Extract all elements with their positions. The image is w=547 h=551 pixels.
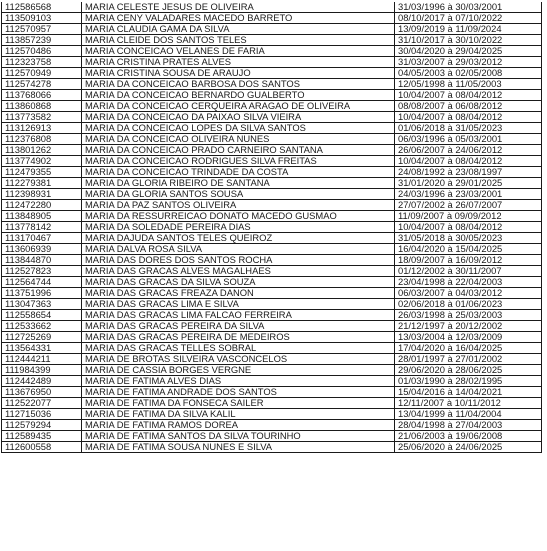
record-name-cell: MARIA DA CONCEICAO TRINDADE DA COSTA <box>82 167 395 178</box>
record-name-cell: MARIA DE FATIMA ALVES DIAS <box>82 376 395 387</box>
record-period-cell: 31/05/2018 à 30/05/2023 <box>395 233 542 244</box>
record-name-cell: MARIA DA RESSURREICAO DONATO MACEDO GUSMAO <box>82 211 395 222</box>
record-period-cell: 26/06/2007 à 24/06/2012 <box>395 145 542 156</box>
record-name-cell: MARIA DE FATIMA RAMOS DOREA <box>82 420 395 431</box>
record-id-cell: 113774902 <box>2 156 82 167</box>
table-row <box>2 299 542 310</box>
record-id-cell: 113860868 <box>2 101 82 112</box>
record-name-cell: MARIA DA CONCEICAO BERNARDO GUALBERTO <box>82 90 395 101</box>
record-id-cell: 113606939 <box>2 244 82 255</box>
record-period-cell: 06/03/1996 à 05/03/2001 <box>395 134 542 145</box>
record-id-cell: 112444211 <box>2 354 82 365</box>
table-row <box>2 343 542 354</box>
table-row <box>2 2 542 13</box>
record-name-cell: MARIA DA CONCEICAO DA PAIXAO SILVA VIEIRA <box>82 112 395 123</box>
record-id-cell: 113848905 <box>2 211 82 222</box>
table-row <box>2 145 542 156</box>
record-name-cell: MARIA DAS GRACAS LIMA E SILVA <box>82 299 395 310</box>
table-row <box>2 35 542 46</box>
record-period-cell: 24/03/1996 à 23/03/2001 <box>395 189 542 200</box>
record-period-cell: 17/04/2020 à 16/04/2025 <box>395 343 542 354</box>
record-period-cell: 10/04/2007 à 08/04/2012 <box>395 222 542 233</box>
record-id-cell: 112725269 <box>2 332 82 343</box>
table-row <box>2 365 542 376</box>
table-row <box>2 101 542 112</box>
record-name-cell: MARIA CLAUDIA GAMA DA SILVA <box>82 24 395 35</box>
table-row <box>2 266 542 277</box>
table-row <box>2 189 542 200</box>
record-name-cell: MARIA DE FATIMA DA FONSECA SAILER <box>82 398 395 409</box>
table-row <box>2 79 542 90</box>
record-period-cell: 18/09/2007 à 16/09/2012 <box>395 255 542 266</box>
record-id-cell: 112589435 <box>2 431 82 442</box>
record-name-cell: MARIA CELESTE JESUS DE OLIVEIRA <box>82 2 395 13</box>
record-name-cell: MARIA DA CONCEICAO PRADO CARNEIRO SANTANA <box>82 145 395 156</box>
table-row <box>2 442 542 453</box>
record-id-cell: 113857239 <box>2 35 82 46</box>
table-row <box>2 68 542 79</box>
table-row <box>2 13 542 24</box>
record-period-cell: 13/03/2004 à 12/03/2009 <box>395 332 542 343</box>
table-row <box>2 112 542 123</box>
table-row <box>2 255 542 266</box>
record-id-cell: 113844870 <box>2 255 82 266</box>
records-table-body <box>2 2 542 453</box>
table-row <box>2 57 542 68</box>
record-name-cell: MARIA DAS GRACAS ALVES MAGALHAES <box>82 266 395 277</box>
record-name-cell: MARIA DE FATIMA SANTOS DA SILVA TOURINHO <box>82 431 395 442</box>
table-row <box>2 222 542 233</box>
record-period-cell: 02/06/2018 à 01/06/2023 <box>395 299 542 310</box>
record-id-cell: 112279381 <box>2 178 82 189</box>
record-name-cell: MARIA DAS GRACAS PEREIRA DE MEDEIROS <box>82 332 395 343</box>
record-id-cell: 113778142 <box>2 222 82 233</box>
record-name-cell: MARIA CENY VALADARES MACEDO BARRETO <box>82 13 395 24</box>
record-period-cell: 24/08/1992 à 23/08/1997 <box>395 167 542 178</box>
table-row <box>2 156 542 167</box>
record-name-cell: MARIA DA CONCEICAO RODRIGUES SILVA FREITAS <box>82 156 395 167</box>
record-name-cell: MARIA DA CONCEICAO LOPES DA SILVA SANTOS <box>82 123 395 134</box>
record-period-cell: 01/12/2002 à 30/11/2007 <box>395 266 542 277</box>
record-name-cell: MARIA DA PAZ SANTOS OLIVEIRA <box>82 200 395 211</box>
record-name-cell: MARIA DAS GRACAS TELLES SOBRAL <box>82 343 395 354</box>
record-id-cell: 112533662 <box>2 321 82 332</box>
record-period-cell: 10/04/2007 à 08/04/2012 <box>395 90 542 101</box>
record-id-cell: 112323758 <box>2 57 82 68</box>
record-id-cell: 111984399 <box>2 365 82 376</box>
record-name-cell: MARIA DE FATIMA DA SILVA KALIL <box>82 409 395 420</box>
record-name-cell: MARIA DA CONCEICAO BARBOSA DOS SANTOS <box>82 79 395 90</box>
record-id-cell: 112376808 <box>2 134 82 145</box>
record-id-cell: 112586568 <box>2 2 82 13</box>
record-period-cell: 21/12/1997 à 20/12/2002 <box>395 321 542 332</box>
record-name-cell: MARIA DE CASSIA BORGES VERGNE <box>82 365 395 376</box>
record-id-cell: 112398931 <box>2 189 82 200</box>
record-period-cell: 04/05/2003 à 02/05/2008 <box>395 68 542 79</box>
record-name-cell: MARIA DA SOLEDADE PEREIRA DIAS <box>82 222 395 233</box>
record-name-cell: MARIA DAS GRACAS PEREIRA DA SILVA <box>82 321 395 332</box>
table-row <box>2 387 542 398</box>
record-id-cell: 112715036 <box>2 409 82 420</box>
record-period-cell: 31/01/2020 à 29/01/2025 <box>395 178 542 189</box>
record-id-cell: 112579294 <box>2 420 82 431</box>
record-name-cell: MARIA CRISTINA SOUSA DE ARAUJO <box>82 68 395 79</box>
record-period-cell: 16/04/2020 à 15/04/2025 <box>395 244 542 255</box>
records-table <box>1 2 542 453</box>
record-period-cell: 10/04/2007 à 08/04/2012 <box>395 156 542 167</box>
table-row <box>2 321 542 332</box>
record-period-cell: 12/05/1998 à 11/05/2003 <box>395 79 542 90</box>
record-period-cell: 01/06/2018 à 31/05/2023 <box>395 123 542 134</box>
record-name-cell: MARIA DA CONCEICAO CERQUEIRA ARAGAO DE OLIVEIRA <box>82 101 395 112</box>
table-row <box>2 244 542 255</box>
record-period-cell: 29/06/2020 à 28/06/2025 <box>395 365 542 376</box>
record-name-cell: MARIA DAS GRACAS FREAZA DANON <box>82 288 395 299</box>
table-row <box>2 233 542 244</box>
table-row <box>2 431 542 442</box>
record-name-cell: MARIA CRISTINA PRATES ALVES <box>82 57 395 68</box>
record-name-cell: MARIA DA GLORIA RIBEIRO DE SANTANA <box>82 178 395 189</box>
record-id-cell: 112570957 <box>2 24 82 35</box>
table-row <box>2 398 542 409</box>
record-id-cell: 113773582 <box>2 112 82 123</box>
record-period-cell: 10/04/2007 à 08/04/2012 <box>395 112 542 123</box>
record-period-cell: 30/04/2020 à 29/04/2025 <box>395 46 542 57</box>
record-id-cell: 113126913 <box>2 123 82 134</box>
record-id-cell: 113768066 <box>2 90 82 101</box>
record-id-cell: 112527823 <box>2 266 82 277</box>
table-row <box>2 46 542 57</box>
record-id-cell: 112522077 <box>2 398 82 409</box>
record-name-cell: MARIA DA GLORIA SANTOS SOUSA <box>82 189 395 200</box>
record-period-cell: 13/09/2019 à 11/09/2024 <box>395 24 542 35</box>
record-period-cell: 21/06/2003 à 19/06/2008 <box>395 431 542 442</box>
record-period-cell: 27/07/2002 à 26/07/2007 <box>395 200 542 211</box>
record-name-cell: MARIA DA CONCEICAO OLIVEIRA NUNES <box>82 134 395 145</box>
table-row <box>2 200 542 211</box>
record-period-cell: 23/04/1998 à 22/04/2003 <box>395 277 542 288</box>
record-period-cell: 13/04/1999 à 11/04/2004 <box>395 409 542 420</box>
record-period-cell: 06/03/2007 à 04/03/2012 <box>395 288 542 299</box>
record-id-cell: 112558654 <box>2 310 82 321</box>
record-period-cell: 15/04/2016 à 14/04/2021 <box>395 387 542 398</box>
record-name-cell: MARIA CONCEICAO VELANES DE FARIA <box>82 46 395 57</box>
table-row <box>2 178 542 189</box>
record-id-cell: 112574278 <box>2 79 82 90</box>
record-name-cell: MARIA DAS DORES DOS SANTOS ROCHA <box>82 255 395 266</box>
record-period-cell: 08/10/2017 à 07/10/2022 <box>395 13 542 24</box>
record-period-cell: 11/09/2007 à 09/09/2012 <box>395 211 542 222</box>
record-id-cell: 113751996 <box>2 288 82 299</box>
record-name-cell: MARIA DAJUDA SANTOS TELES QUEIROZ <box>82 233 395 244</box>
table-row <box>2 211 542 222</box>
record-id-cell: 112479355 <box>2 167 82 178</box>
record-id-cell: 113509103 <box>2 13 82 24</box>
record-period-cell: 01/03/1990 à 28/02/1995 <box>395 376 542 387</box>
record-name-cell: MARIA DE BROTAS SILVEIRA VASCONCELOS <box>82 354 395 365</box>
record-period-cell: 08/08/2007 à 06/08/2012 <box>395 101 542 112</box>
table-row <box>2 310 542 321</box>
record-id-cell: 112570949 <box>2 68 82 79</box>
table-row <box>2 277 542 288</box>
table-row <box>2 167 542 178</box>
record-id-cell: 113170467 <box>2 233 82 244</box>
record-id-cell: 113047363 <box>2 299 82 310</box>
table-row <box>2 332 542 343</box>
table-row <box>2 24 542 35</box>
record-name-cell: MARIA DE FATIMA SOUSA NUNES E SILVA <box>82 442 395 453</box>
record-period-cell: 31/03/1996 à 30/03/2001 <box>395 2 542 13</box>
record-id-cell: 113801262 <box>2 145 82 156</box>
table-row <box>2 288 542 299</box>
table-row <box>2 354 542 365</box>
record-id-cell: 112600558 <box>2 442 82 453</box>
record-id-cell: 112442489 <box>2 376 82 387</box>
table-row <box>2 123 542 134</box>
record-id-cell: 113564331 <box>2 343 82 354</box>
table-row <box>2 420 542 431</box>
record-name-cell: MARIA CLEIDE DOS SANTOS TELES <box>82 35 395 46</box>
record-period-cell: 28/01/1997 à 27/01/2002 <box>395 354 542 365</box>
record-period-cell: 12/11/2007 à 10/11/2012 <box>395 398 542 409</box>
record-period-cell: 31/03/2007 à 29/03/2012 <box>395 57 542 68</box>
table-row <box>2 134 542 145</box>
record-name-cell: MARIA DE FATIMA ANDRADE DOS SANTOS <box>82 387 395 398</box>
record-id-cell: 112570486 <box>2 46 82 57</box>
record-period-cell: 25/06/2020 à 24/06/2025 <box>395 442 542 453</box>
record-id-cell: 112564744 <box>2 277 82 288</box>
table-row <box>2 376 542 387</box>
table-row <box>2 90 542 101</box>
record-name-cell: MARIA DAS GRACAS DA SILVA SOUZA <box>82 277 395 288</box>
record-name-cell: MARIA DALVA ROSA SILVA <box>82 244 395 255</box>
record-id-cell: 112472280 <box>2 200 82 211</box>
record-name-cell: MARIA DAS GRACAS LIMA FALCAO FERREIRA <box>82 310 395 321</box>
record-period-cell: 28/04/1998 à 27/04/2003 <box>395 420 542 431</box>
record-period-cell: 31/10/2017 à 30/10/2022 <box>395 35 542 46</box>
record-id-cell: 113676950 <box>2 387 82 398</box>
record-period-cell: 26/03/1998 à 25/03/2003 <box>395 310 542 321</box>
table-row <box>2 409 542 420</box>
